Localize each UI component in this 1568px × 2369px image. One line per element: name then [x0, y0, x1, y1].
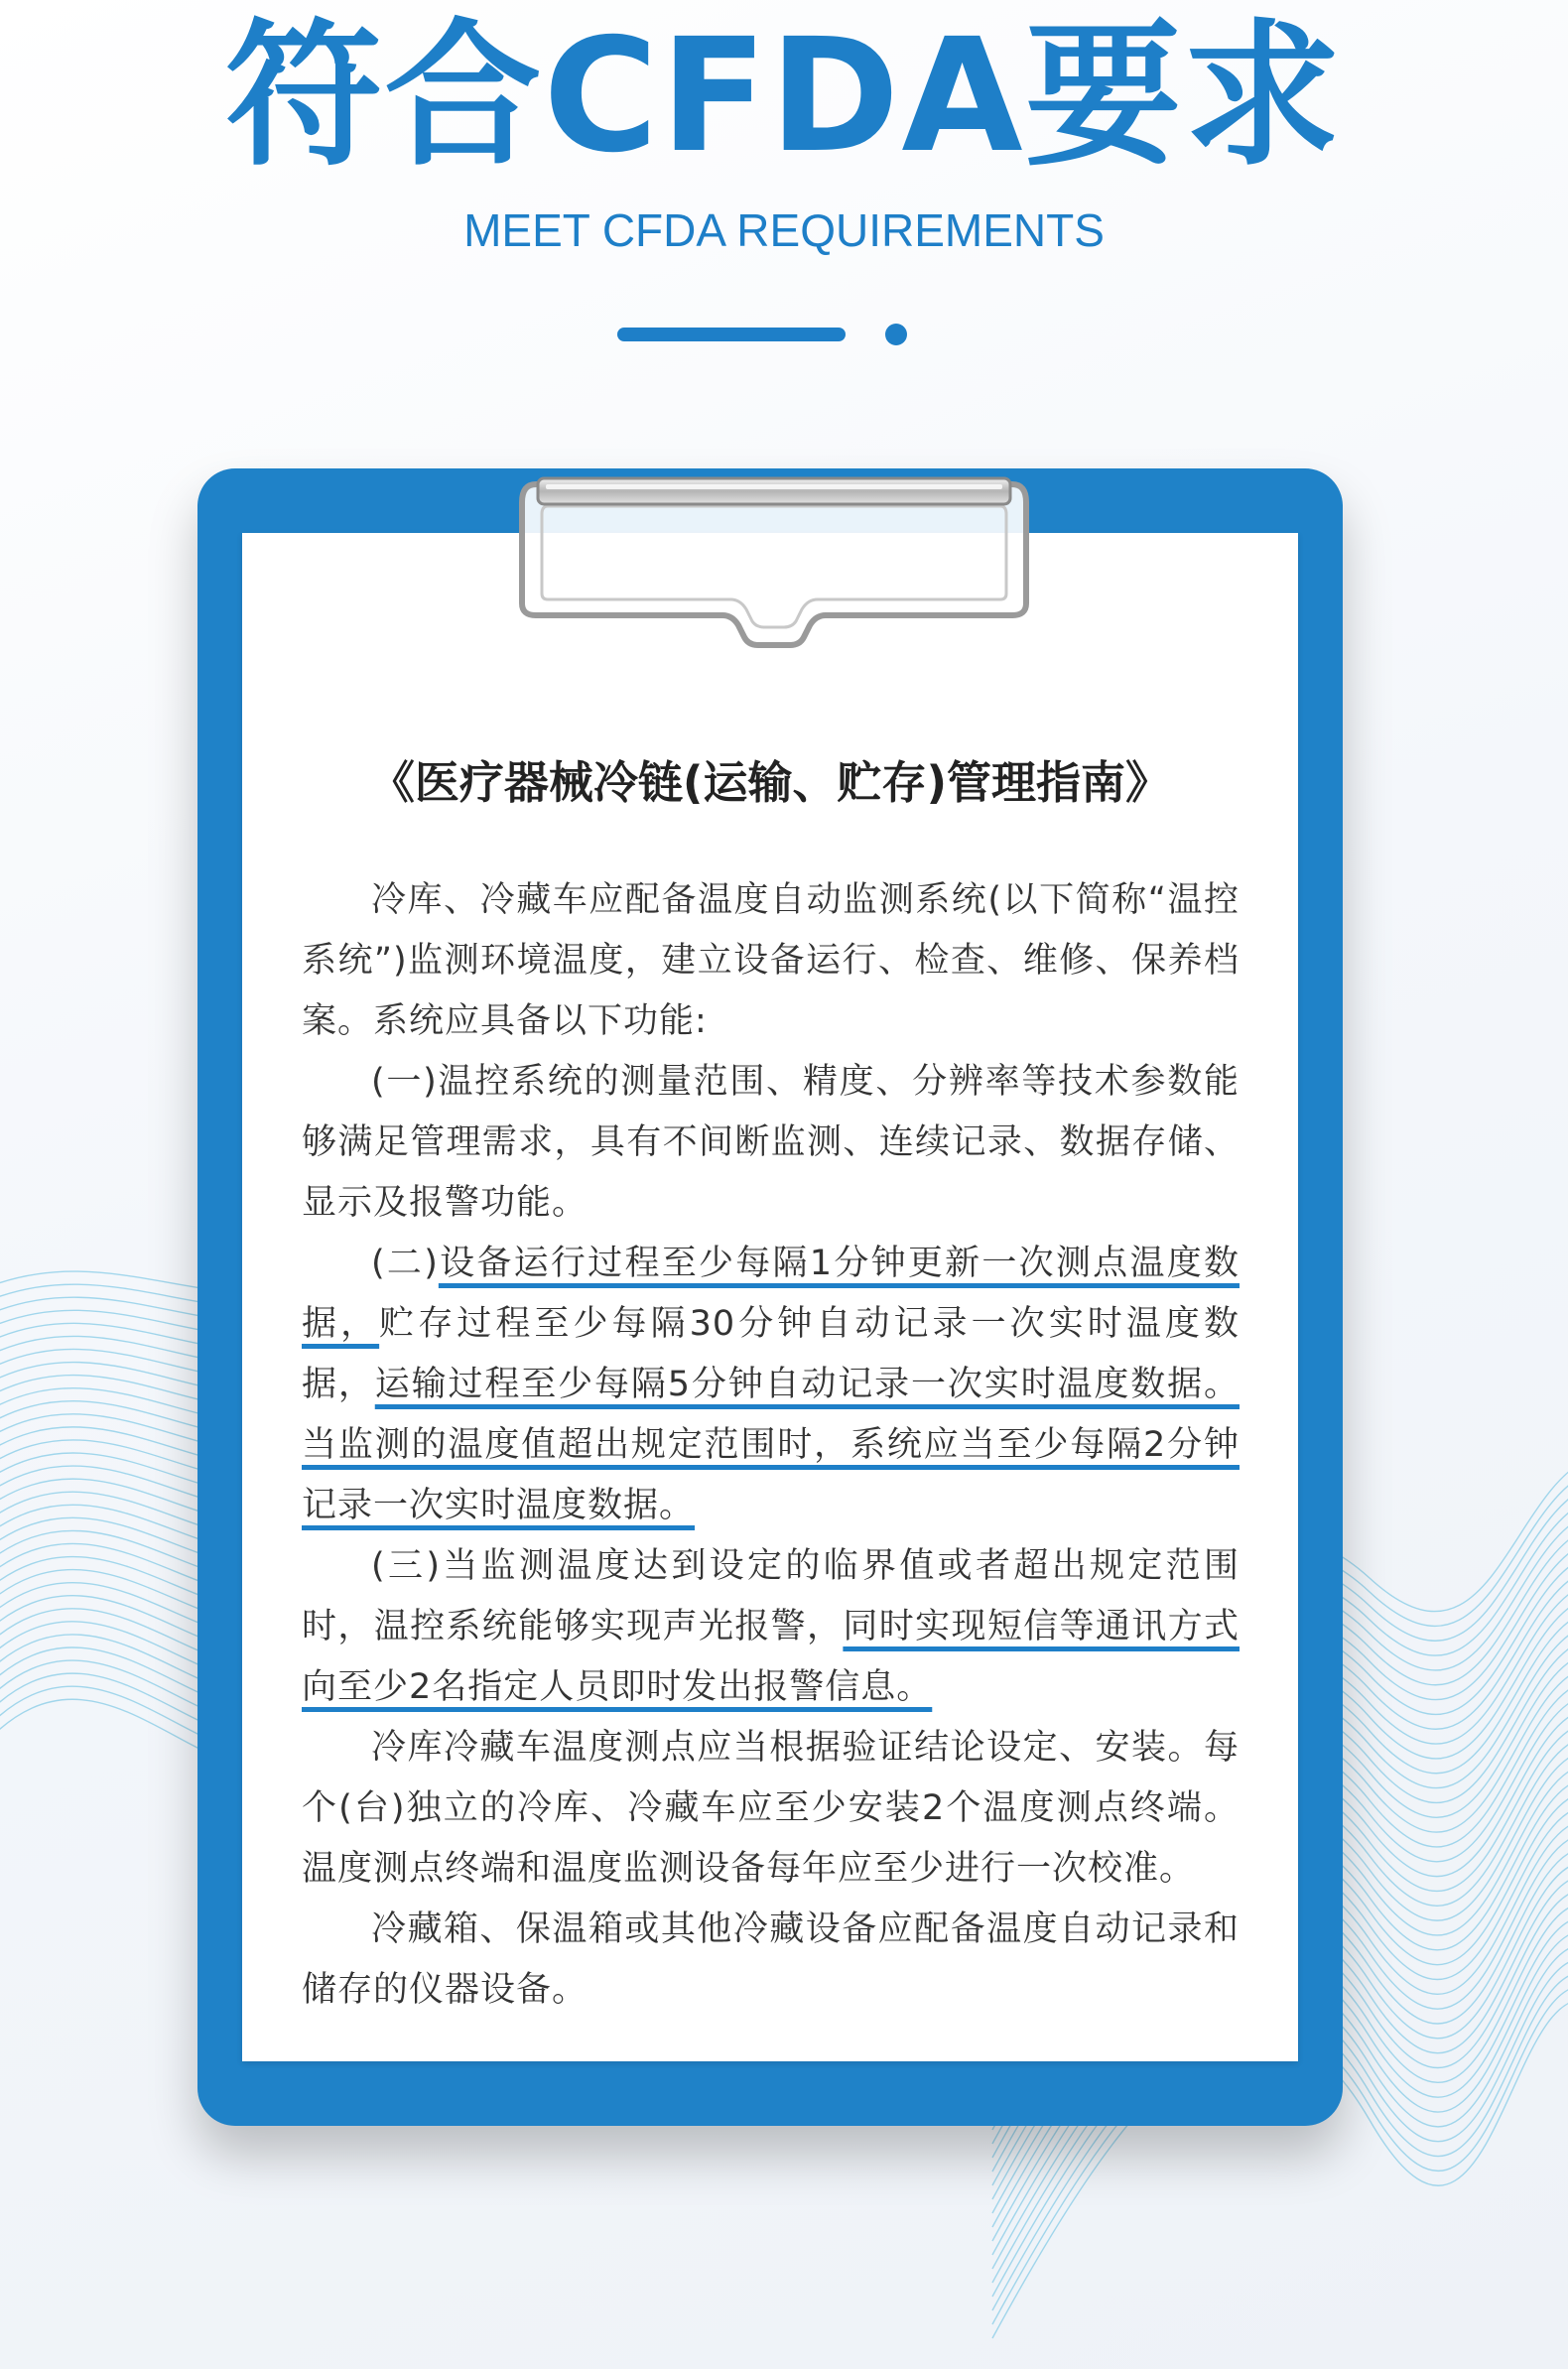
paragraph-text: 冷藏箱、保温箱或其他冷藏设备应配备温度自动记录和储存的仪器设备。 — [302, 1909, 1240, 2010]
document-paragraph — [302, 870, 1240, 1052]
paragraph-text: (二) — [371, 1244, 439, 1283]
highlighted-text: 同时实现短信等通讯方式向至少2名指定人员即时发出报警信息。 — [302, 1607, 1240, 1707]
paragraph-text: 冷库冷藏车温度测点应当根据验证结论设定、安装。每个(台)独立的冷库、冷藏车应至少安装2个温度测点终端。温度测点终端和温度监测设备每年应至少进行一次校准。 — [302, 1728, 1240, 1889]
document-title: 《医疗器械冷链(运输、贮存)管理指南》 — [369, 756, 1171, 809]
page-subtitle: MEET CFDA REQUIREMENTS — [463, 204, 1105, 256]
highlighted-text: 运输过程至少每隔5分钟自动记录一次实时温度数据。当监测的温度值超出规定范围时，系统应当至少每隔2分钟记录一次实时温度数据。 — [302, 1365, 1240, 1525]
document-paragraph — [302, 1234, 1240, 1536]
document-paragraph — [302, 1718, 1240, 1900]
document-paragraph — [302, 1536, 1240, 1718]
document-body — [302, 870, 1240, 2021]
paragraph-text: (三)当监测温度达到设定的临界值或者超出规定范围时，温控系统能够实现声光报警， — [302, 1546, 1240, 1646]
page-title: 符合CFDA要求 — [225, 5, 1343, 188]
title-divider-dot — [885, 324, 907, 345]
paragraph-text: 贮存过程至少每隔30分钟自动记录一次实时温度数据， — [302, 1304, 1240, 1404]
metal-clip-icon — [506, 476, 1042, 657]
document-paragraph — [302, 1052, 1240, 1234]
clipboard — [197, 468, 1343, 2126]
highlighted-text: 设备运行过程至少每隔1分钟更新一次测点温度数据， — [302, 1244, 1240, 1344]
paragraph-text: 冷库、冷藏车应配备温度自动监测系统(以下简称“温控系统”)监测环境温度，建立设备运行、检查、维修、保养档案。系统应具备以下功能: — [302, 880, 1240, 1041]
title-divider-bar — [617, 328, 846, 341]
document-paragraph — [302, 1900, 1240, 2021]
document-paper — [242, 533, 1298, 2061]
paragraph-text: (一)温控系统的测量范围、精度、分辨率等技术参数能够满足管理需求，具有不间断监测、连续记录、数据存储、显示及报警功能。 — [302, 1062, 1240, 1223]
